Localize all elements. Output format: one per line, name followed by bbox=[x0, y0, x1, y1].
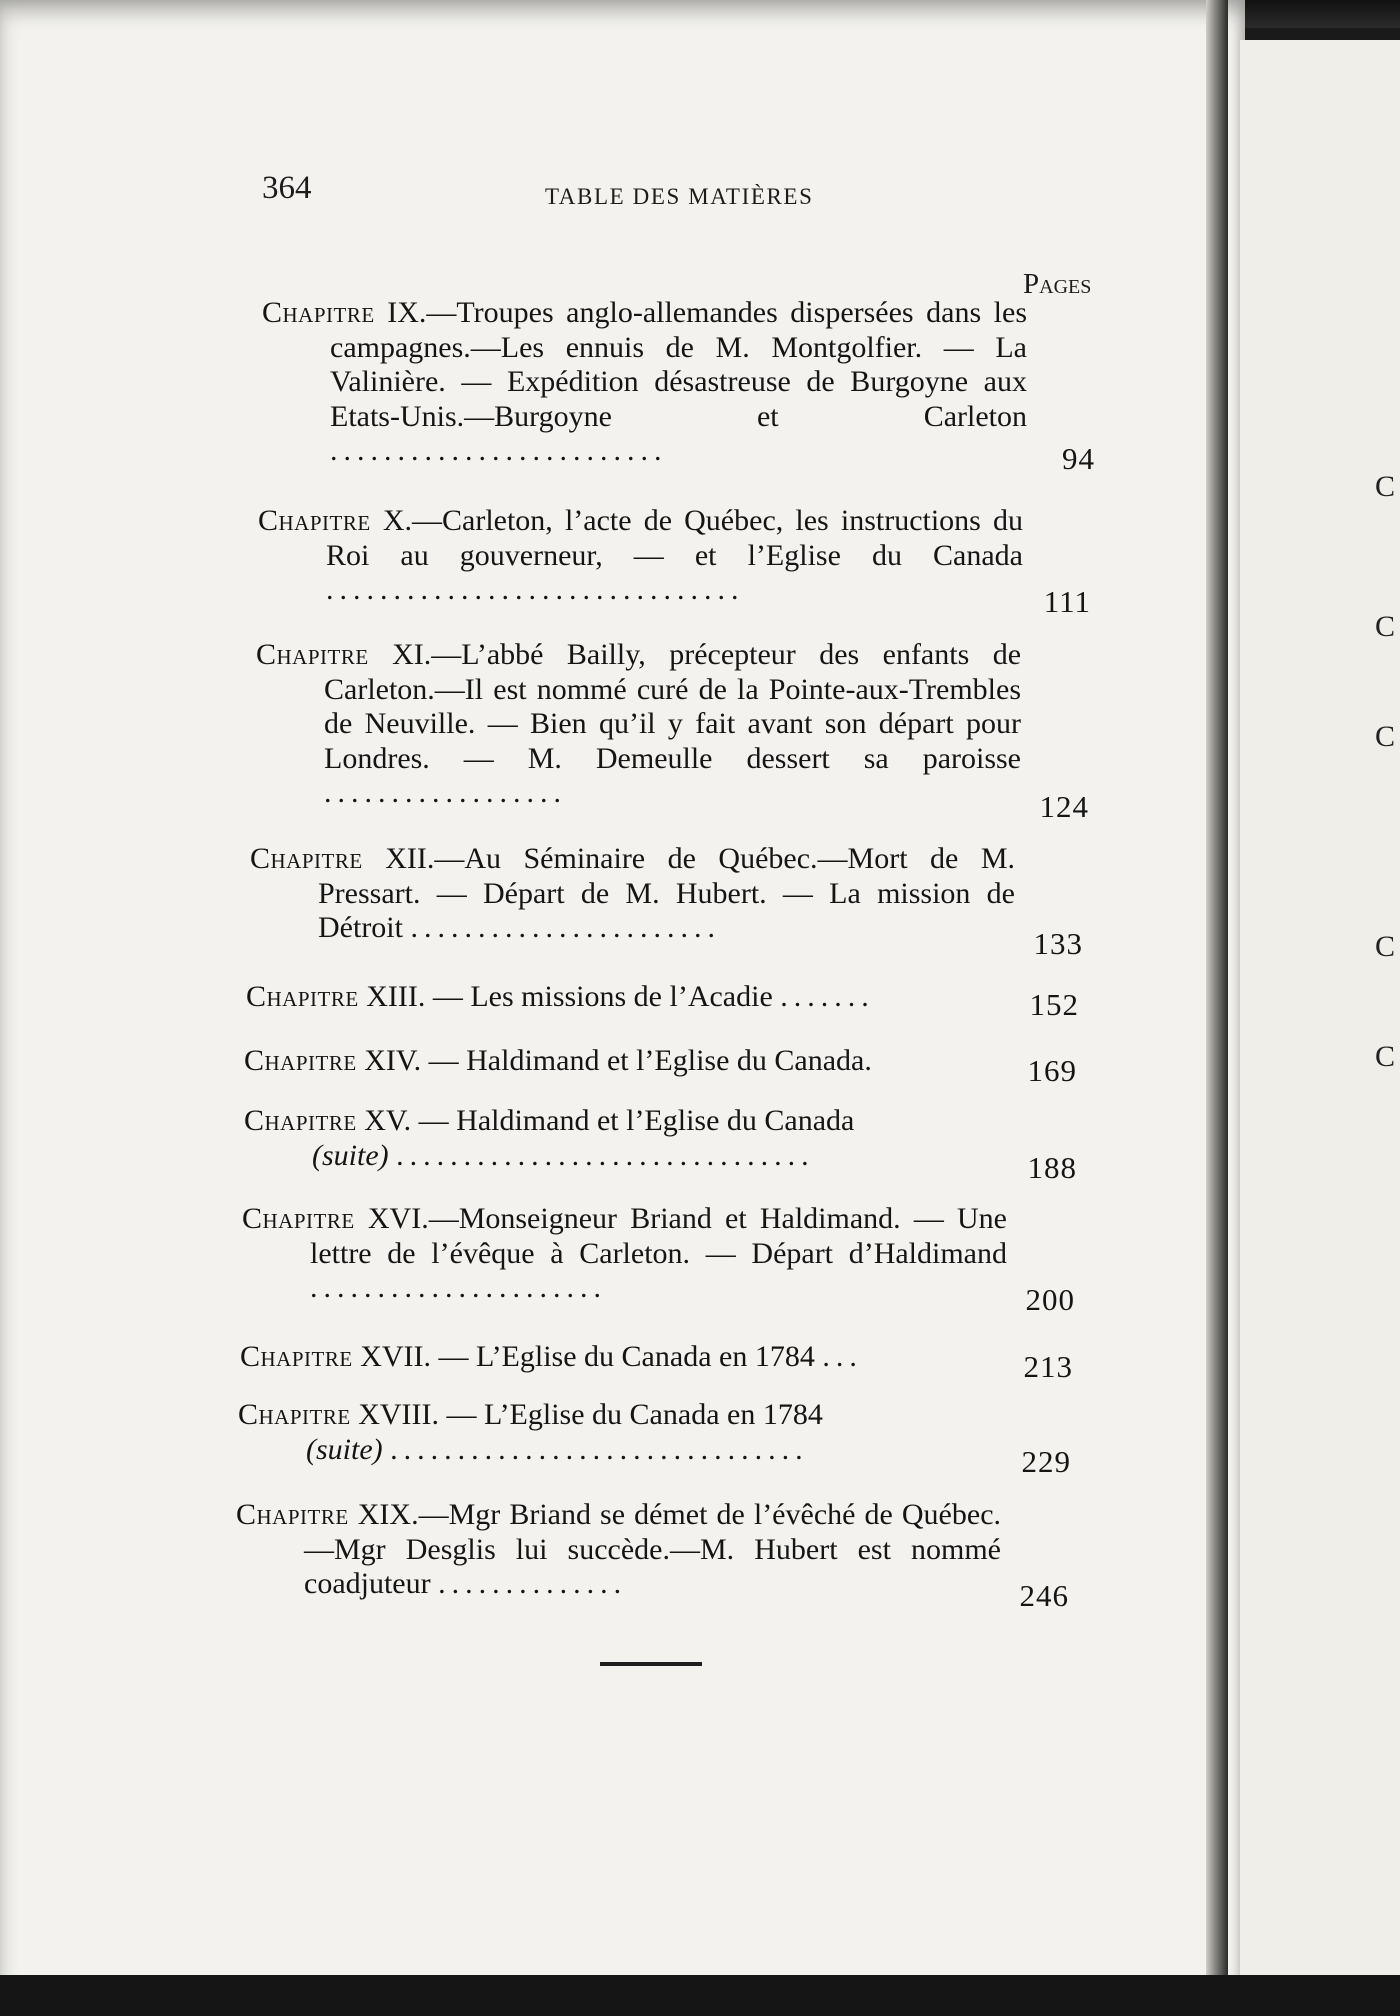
page-reference: 213 bbox=[1023, 1349, 1073, 1384]
page-reference: 111 bbox=[1043, 584, 1091, 619]
toc-entry-xvii bbox=[240, 1340, 1073, 1384]
page-reference: 229 bbox=[1021, 1443, 1071, 1479]
chapter-title: —Troupes anglo-allemandes dispersées dans les campagnes.—Les ennuis de M. Montgolfier. — La Valinière. — Expédition désastreuse de Burgoyne aux Etats-Unis.—Burgoyne et Carleton bbox=[330, 296, 1027, 433]
chapter-title: —Mgr Briand se démet de l’évêché de Québec.—Mgr Desglis lui succède.—M. Hubert est nommé coadjuteur bbox=[304, 1498, 1002, 1600]
chapter-title: —L’abbé Bailly, précepteur des enfants de Carleton.—Il est nommé curé de la Pointe-aux-Trembles de Neuville. — Bien qu’il y fait avant son départ pour Londres. — M. Demeulle dessert sa paroisse bbox=[324, 638, 1022, 775]
page-reference: 188 bbox=[1027, 1149, 1077, 1185]
chapter-label: Chapitre bbox=[244, 1044, 357, 1077]
chapter-label: Chapitre bbox=[236, 1498, 349, 1531]
chapter-title: —Carleton, l’acte de Québec, les instructions du Roi au gouverneur, — et l’Eglise du Canada bbox=[326, 504, 1023, 572]
facing-page-fragment: C bbox=[1375, 720, 1396, 753]
chapter-number: XV. bbox=[364, 1104, 412, 1137]
leader-dots: ...................... bbox=[310, 1271, 607, 1304]
toc-entry-x bbox=[258, 504, 1091, 619]
chapter-label: Chapitre bbox=[240, 1340, 353, 1373]
running-head: TABLE DES MATIÈRES bbox=[545, 184, 814, 209]
toc-entry-xix bbox=[236, 1498, 1069, 1613]
chapter-number: XI. bbox=[392, 638, 432, 671]
page-reference: 246 bbox=[1019, 1578, 1069, 1613]
suite-note: (suite) bbox=[312, 1138, 389, 1172]
chapter-number: XVII. bbox=[360, 1340, 431, 1373]
toc-entry-xiv bbox=[244, 1044, 1077, 1088]
chapter-title: — Haldimand et l’Eglise du Canada bbox=[411, 1104, 855, 1137]
page-reference: 124 bbox=[1039, 789, 1089, 824]
chapter-number: XIII. bbox=[366, 980, 426, 1013]
chapter-label: Chapitre bbox=[258, 504, 371, 537]
facing-page-fragment: C bbox=[1375, 930, 1396, 963]
page-reference: 94 bbox=[1062, 441, 1095, 476]
page-reference: 169 bbox=[1027, 1053, 1077, 1088]
leader-dots: ............................... bbox=[390, 1432, 809, 1466]
chapter-number: XVIII. bbox=[358, 1398, 439, 1431]
end-rule bbox=[600, 1662, 702, 1666]
leader-dots: ... bbox=[822, 1340, 863, 1373]
suite-note: (suite) bbox=[306, 1432, 383, 1466]
chapter-label: Chapitre bbox=[256, 638, 369, 671]
chapter-label: Chapitre bbox=[238, 1398, 351, 1431]
chapter-label: Chapitre bbox=[242, 1202, 355, 1235]
toc-entry-xi bbox=[256, 638, 1089, 824]
chapter-number: XIV. bbox=[364, 1044, 422, 1077]
leader-dots: ......................... bbox=[330, 434, 668, 467]
chapter-number: XII. bbox=[385, 842, 435, 875]
chapter-title: — L’Eglise du Canada en 1784 bbox=[439, 1398, 823, 1431]
chapter-number: XVI. bbox=[367, 1202, 429, 1235]
page-reference: 152 bbox=[1029, 987, 1079, 1022]
chapter-title: —Monseigneur Briand et Haldimand. — Une lettre de l’évêque à Carleton. — Départ d’Haldimand bbox=[310, 1202, 1008, 1270]
leader-dots: ....... bbox=[780, 980, 875, 1013]
chapter-number: X. bbox=[382, 504, 412, 537]
page-header bbox=[0, 170, 1240, 230]
facing-page-fragment: C bbox=[1375, 470, 1396, 503]
toc-entry-xii bbox=[250, 842, 1083, 961]
pages-column-label: Pages bbox=[1023, 268, 1092, 300]
page-reference: 200 bbox=[1025, 1282, 1075, 1317]
chapter-title: —Au Séminaire de Québec.—Mort de M. Pressart. — Départ de M. Hubert. — La mission de Détroit bbox=[318, 842, 1015, 944]
chapter-label: Chapitre bbox=[250, 842, 363, 875]
toc-entry-xv bbox=[244, 1104, 1077, 1185]
chapter-title: — L’Eglise du Canada en 1784 bbox=[431, 1340, 815, 1373]
book-bottom-edge bbox=[0, 1975, 1400, 2016]
leader-dots: ............................... bbox=[396, 1138, 815, 1172]
page-number: 364 bbox=[262, 170, 312, 206]
chapter-title: — Les missions de l’Acadie bbox=[425, 980, 773, 1013]
toc-entry-xviii bbox=[238, 1398, 1071, 1479]
chapter-number: IX. bbox=[387, 296, 427, 329]
facing-page-fragment: C bbox=[1375, 610, 1396, 643]
leader-dots: .................. bbox=[324, 776, 567, 809]
leader-dots: .............. bbox=[438, 1567, 628, 1600]
leader-dots: ....................... bbox=[410, 911, 721, 944]
chapter-label: Chapitre bbox=[246, 980, 359, 1013]
chapter-label: Chapitre bbox=[244, 1104, 357, 1137]
toc-entry-ix bbox=[262, 296, 1095, 476]
chapter-label: Chapitre bbox=[262, 296, 375, 329]
book-gutter bbox=[1206, 0, 1228, 2016]
toc-entry-xvi bbox=[242, 1202, 1075, 1317]
page-reference: 133 bbox=[1033, 926, 1083, 961]
leader-dots: ............................... bbox=[326, 573, 745, 606]
toc-entry-xiii bbox=[246, 980, 1079, 1022]
chapter-number: XIX. bbox=[357, 1498, 419, 1531]
facing-page-fragment: C bbox=[1375, 1040, 1396, 1073]
facing-page bbox=[1240, 40, 1400, 2000]
chapter-title: — Haldimand et l’Eglise du Canada. bbox=[421, 1044, 872, 1077]
